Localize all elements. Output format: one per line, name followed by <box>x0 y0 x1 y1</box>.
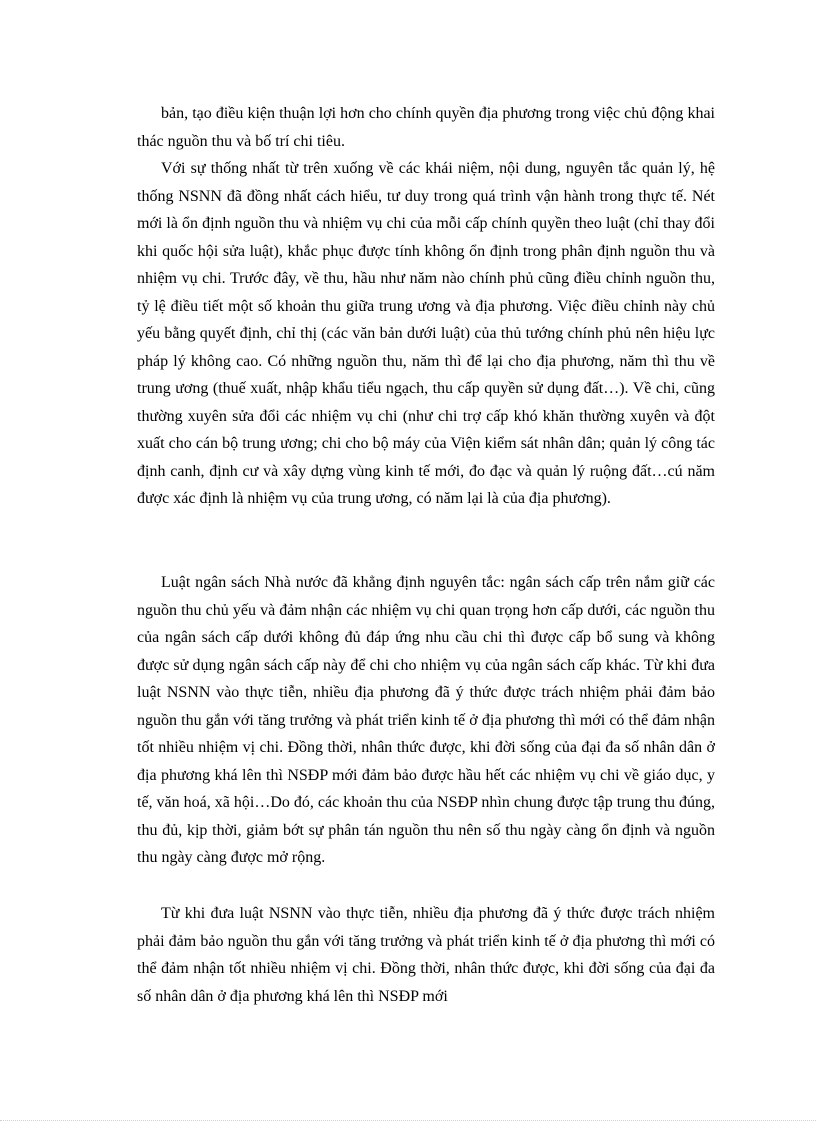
paragraph-local-awareness <box>137 900 715 1010</box>
paragraph-text: Luật ngân sách Nhà nước đã khẳng định nguyên tắc: ngân sách cấp trên nắm giữ các nguồn thu chủ yếu và đảm nhận các nhiệm vụ chi quan trọng hơn cấp dưới, các nguồn thu của ngân sách cấp dưới không đủ đáp ứng nhu cầu chi thì được cấp bổ sung và không được sử dụng ngân sách cấp này để chi cho nhiệm vụ của ngân sách cấp khác. Từ khi đưa luật NSNN vào thực tiễn, nhiều địa phương đã ý thức được trách nhiệm phải đảm bảo nguồn thu gắn với tăng trưởng và phát triển kinh tế ở địa phương thì mới có thể đảm nhận tốt nhiều nhiệm vị chi. Đồng thời, nhân thức được, khi đời sống của đại đa số nhân dân ở địa phương khá lên thì NSĐP mới đảm bảo được hầu hết các nhiệm vụ chi về giáo dục, y tế, văn hoá, xã hội…Do đó, các khoản thu của NSĐP nhìn chung được tập trung thu đúng, thu đủ, kịp thời, giảm bớt sự phân tán nguồn thu nên số thu ngày càng ổn định và nguồn thu ngày càng được mở rộng. <box>137 574 715 866</box>
paragraph-nsnn-unification <box>137 155 715 513</box>
paragraph-text: bản, tạo điều kiện thuận lợi hơn cho chính quyền địa phương trong việc chủ động khai thác nguồn thu và bố trí chi tiêu. <box>137 105 715 150</box>
paragraph-continuation <box>137 100 715 155</box>
paragraph-text: Từ khi đưa luật NSNN vào thực tiễn, nhiều địa phương đã ý thức được trách nhiệm phải đảm bảo nguồn thu gắn với tăng trưởng và phát triển kinh tế ở địa phương thì mới có thể đảm nhận tốt nhiều nhiệm vị chi. Đồng thời, nhân thức được, khi đời sống của đại đa số nhân dân ở địa phương khá lên thì NSĐP mới <box>137 905 715 1005</box>
paragraph-budget-law-principle <box>137 569 715 872</box>
page-bottom-divider <box>0 1120 816 1121</box>
paragraph-text: Với sự thống nhất từ trên xuống về các khái niệm, nội dung, nguyên tắc quản lý, hệ thống NSNN đã đồng nhất cách hiểu, tư duy trong quá trình vận hành trong thực tế. Nét mới là ổn định nguồn thu và nhiệm vụ chi của mỗi cấp chính quyền theo luật (chỉ thay đổi khi quốc hội sửa luật), khắc phục được tính không ổn định trong phân định nguồn thu và nhiệm vụ chi. Trước đây, về thu, hầu như năm nào chính phủ cũng điều chỉnh nguồn thu, tỷ lệ điều tiết một số khoản thu giữa trung ương và địa phương. Việc điều chỉnh này chủ yếu bằng quyết định, chỉ thị (các văn bản dưới luật) của thủ tướng chính phủ nên hiệu lực pháp lý không cao. Có những nguồn thu, năm thì để lại cho địa phương, năm thì thu về trung ương (thuế xuất, nhập khẩu tiểu ngạch, thu cấp quyền sử dụng đất…). Về chi, cũng thường xuyên sửa đổi các nhiệm vụ chi (như chi trợ cấp khó khăn thường xuyên và đột xuất cho cán bộ trung ương; chi cho bộ máy của Viện kiểm sát nhân dân; quản lý công tác định canh, định cư và xây dựng vùng kinh tế mới, đo đạc và quản lý ruộng đất…cú năm được xác định là nhiệm vụ của trung ương, có năm lại là của địa phương). <box>137 160 715 507</box>
